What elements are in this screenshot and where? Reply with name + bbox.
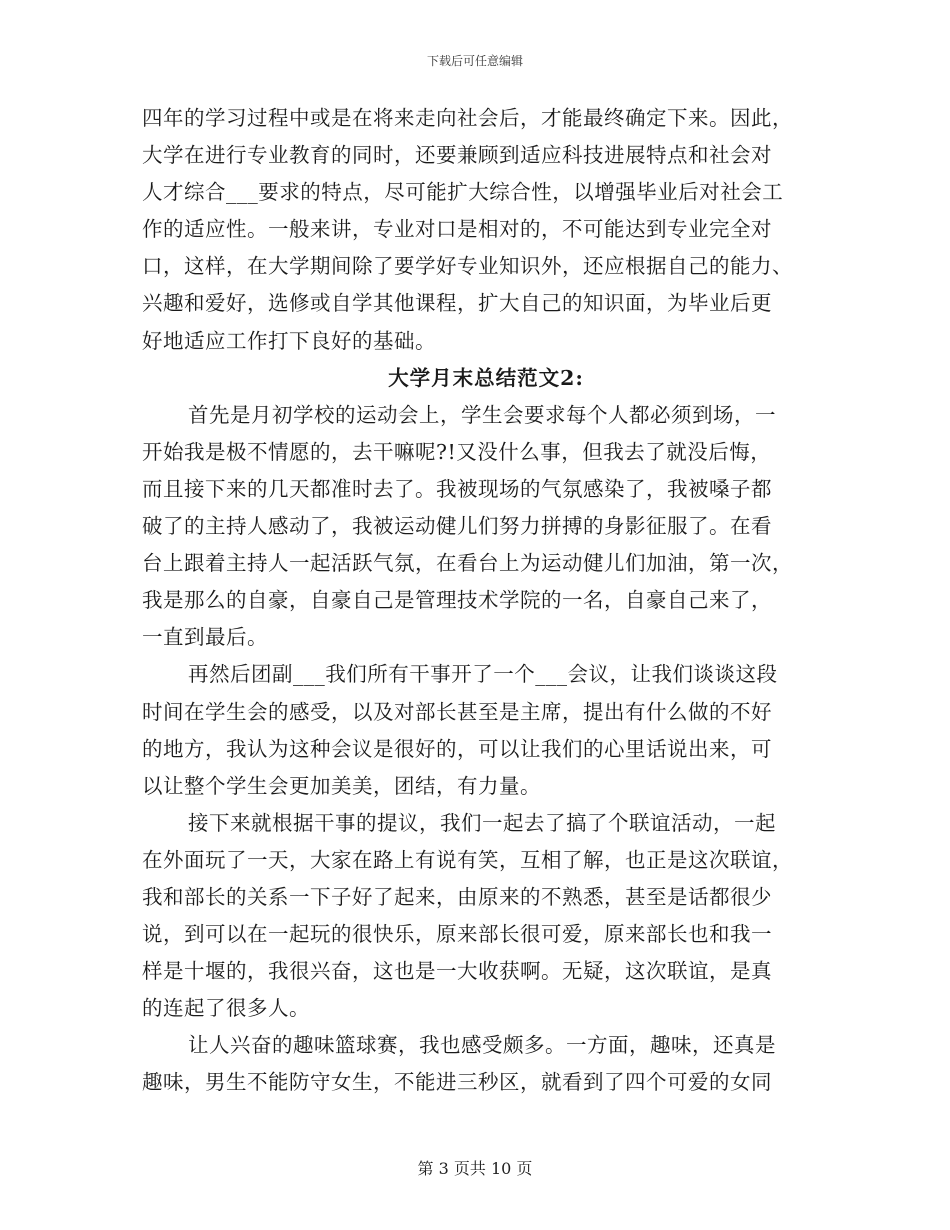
body-line: 再然后团副___我们所有干事开了一个___会议，让我们谈谈这段 bbox=[188, 662, 778, 687]
body-line: 大学在进行专业教育的同时，还要兼顾到适应科技进展特点和社会对 bbox=[142, 143, 772, 168]
body-line: 首先是月初学校的运动会上，学生会要求每个人都必须到场，一 bbox=[188, 402, 776, 427]
page-header: 下载后可任意编辑 bbox=[426, 54, 523, 68]
body-line: 一直到最后。 bbox=[142, 625, 268, 650]
body-line: 我和部长的关系一下子好了起来，由原来的不熟悉，甚至是话都很少 bbox=[142, 884, 772, 909]
body-line: 作的适应性。一般来讲，专业对口是相对的，不可能达到专业完全对 bbox=[142, 217, 772, 242]
body-line: 开始我是极不情愿的，去干嘛呢?!又没什么事，但我去了就没后悔， bbox=[142, 439, 772, 464]
body-line: 的地方，我认为这种会议是很好的，可以让我们的心里话说出来，可 bbox=[142, 736, 772, 761]
body-line: 以让整个学生会更加美美，团结，有力量。 bbox=[142, 773, 541, 798]
body-line: 兴趣和爱好，选修或自学其他课程，扩大自己的知识面，为毕业后更 bbox=[142, 291, 772, 316]
body-line: 趣味，男生不能防守女生，不能进三秒区，就看到了四个可爱的女同 bbox=[142, 1070, 772, 1095]
body-line: 我是那么的自豪，自豪自己是管理技术学院的一名，自豪自己来了， bbox=[142, 588, 772, 613]
body-line: 人才综合___要求的特点，尽可能扩大综合性，以增强毕业后对社会工 bbox=[142, 180, 784, 205]
body-line: 接下来就根据干事的提议，我们一起去了搞了个联谊活动，一起 bbox=[188, 810, 776, 835]
page-footer: 第 3 页共 10 页 bbox=[417, 1159, 533, 1178]
body-line: 口，这样，在大学期间除了要学好专业知识外，还应根据自己的能力、 bbox=[142, 254, 793, 279]
body-line: 时间在学生会的感受，以及对部长甚至是主席，提出有什么做的不好 bbox=[142, 699, 772, 724]
body-line: 的连起了很多人。 bbox=[142, 996, 310, 1021]
body-line: 破了的主持人感动了，我被运动健儿们努力拼搏的身影征服了。在看 bbox=[142, 514, 772, 539]
body-line: 样是十堰的，我很兴奋，这也是一大收获啊。无疑，这次联谊，是真 bbox=[142, 959, 772, 984]
section-heading: 大学月末总结范文2: bbox=[388, 365, 584, 390]
document-body bbox=[142, 100, 806, 1102]
body-line: 好地适应工作打下良好的基础。 bbox=[142, 328, 436, 353]
body-line: 而且接下来的几天都准时去了。我被现场的气氛感染了，我被嗓子都 bbox=[142, 476, 772, 501]
body-line: 台上跟着主持人一起活跃气氛，在看台上为运动健儿们加油，第一次， bbox=[142, 551, 793, 576]
body-line: 让人兴奋的趣味篮球赛，我也感受颇多。一方面，趣味，还真是 bbox=[188, 1033, 776, 1058]
body-line: 说，到可以在一起玩的很快乐，原来部长很可爱，原来部长也和我一 bbox=[142, 922, 772, 947]
body-line: 在外面玩了一天，大家在路上有说有笑，互相了解，也正是这次联谊， bbox=[142, 847, 793, 872]
body-line: 四年的学习过程中或是在将来走向社会后，才能最终确定下来。因此， bbox=[142, 106, 793, 130]
